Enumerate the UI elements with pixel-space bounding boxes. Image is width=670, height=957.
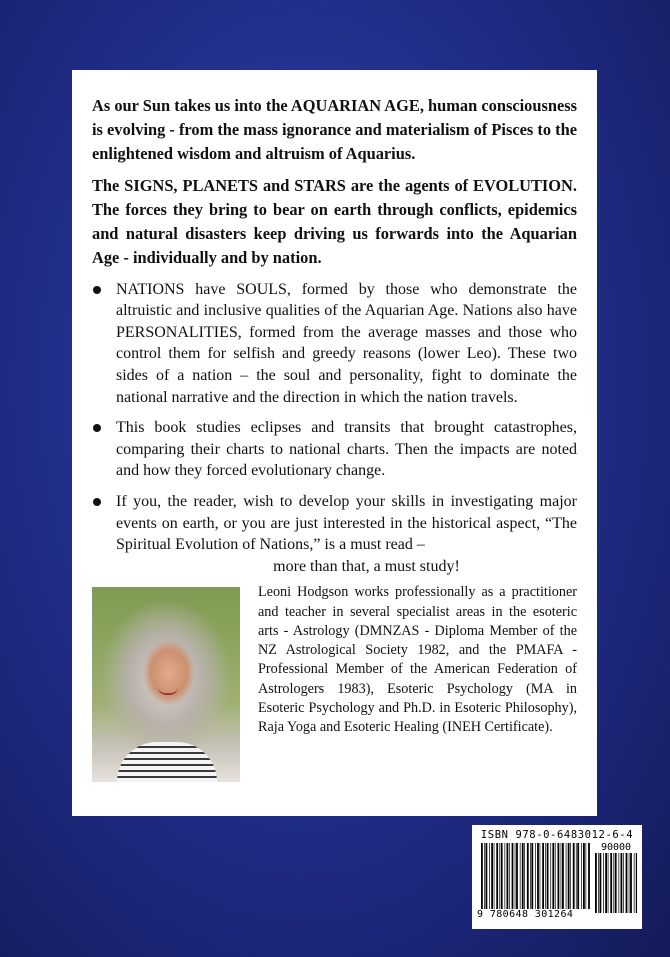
bullet-dot-icon [93, 286, 101, 294]
barcode-bar [507, 843, 509, 913]
barcode-bar [520, 843, 521, 913]
barcode-bar [603, 853, 604, 913]
bullet-dot-icon [93, 424, 101, 432]
barcode-bar [545, 843, 546, 913]
barcode-bar [515, 843, 516, 913]
author-photo [92, 587, 240, 782]
barcode-bar [583, 843, 585, 913]
barcode-bar [573, 843, 575, 913]
barcode-bar [566, 843, 567, 913]
barcode-bar [588, 843, 590, 913]
barcode-bar [550, 843, 551, 913]
barcode-bar [629, 853, 630, 913]
barcode-bar [552, 843, 554, 913]
barcode-bar [499, 843, 500, 913]
barcode-bar [634, 853, 635, 913]
barcode-bar [561, 843, 562, 913]
barcode-bar [615, 853, 617, 913]
barcode-bar [491, 843, 493, 913]
barcode-bar [626, 853, 628, 913]
barcode-bar [489, 843, 490, 913]
bullet-text-last-line: more than that, a must study! [273, 557, 460, 575]
barcode-bar [527, 843, 529, 913]
author-bio: Leoni Hodgson works professionally as a practitioner and teacher in several specialist areas in the esoteric arts - Astrology (DMNZAS - Diploma Member of the NZ Astrological Society 1982, and the PMAFA - Professional Member of the American Federation of Astrologers 1983), Esoteric Psychology (MA in Esoteric Psychology and Ph.D. in Esoteric Philosophy), Raja Yoga and Esoteric Healing (INEH Certificate). [258, 584, 577, 736]
barcode-bar [586, 843, 587, 913]
barcode-bar [535, 843, 536, 913]
barcode-bar [522, 843, 524, 913]
ean-barcode-graphic [481, 843, 591, 913]
barcode-bar [516, 843, 518, 913]
barcode-bar [562, 843, 564, 913]
barcode-bar [570, 843, 571, 913]
barcode-bar [619, 853, 620, 913]
barcode-bar [621, 853, 623, 913]
back-cover-text-panel [72, 70, 597, 816]
author-section [92, 581, 577, 737]
barcode-bar [542, 843, 544, 913]
bullet-dot-icon [93, 498, 101, 506]
barcode-bar [486, 843, 488, 913]
barcode-bar [608, 853, 609, 913]
barcode-bar [598, 853, 599, 913]
intro-paragraph-aquarian-age: As our Sun takes us into the AQUARIAN AGE, human consciousness is evolving - from the mass ignorance and materialism of Pisces to the enlightened wisdom and altruism of Aquarius. [92, 96, 577, 163]
barcode-bar [600, 853, 602, 913]
barcode-bars [477, 843, 637, 919]
barcode-bar [558, 843, 560, 913]
bullet-text: NATIONS have SOULS, formed by those who demonstrate the altruistic and inclusive qualities of the Aquarian Age. Nations also have PERSONALITIES, formed from the average masses and those who control them for selfish and greedy reasons (lower Leo). These two sides of a nation – the soul and personality, fight to dominate the national narrative and the direction in which the nation travels. [116, 280, 577, 406]
barcode-bar [555, 843, 556, 913]
barcode-bar [505, 843, 506, 913]
bullet-eclipses-transits [92, 417, 577, 482]
barcode-bar [481, 843, 483, 913]
barcode-bar [595, 853, 597, 913]
barcode-bar [636, 853, 637, 913]
barcode-bar [576, 843, 577, 913]
barcode-bar [496, 843, 498, 913]
addon-number: 90000 [600, 842, 632, 853]
bullet-must-read [92, 491, 577, 577]
barcode-bar [484, 843, 485, 913]
barcode-bar [537, 843, 539, 913]
barcode-bar [610, 853, 612, 913]
barcode-bar [605, 853, 607, 913]
barcode-bar [531, 843, 533, 913]
addon-barcode-graphic [595, 853, 637, 913]
barcode-bar [568, 843, 570, 913]
barcode-bar [530, 843, 531, 913]
barcode-bar [581, 843, 582, 913]
bullet-text: This book studies eclipses and transits that brought catastrophes, comparing their charts to national charts. Then the impacts are noted and how they forced evolutionary change. [116, 419, 577, 480]
bullet-text: If you, the reader, wish to develop your skills in investigating major events on earth, or you are just interested in the historical aspect, “The Spiritual Evolution of Nations,” is a must read – [116, 492, 577, 554]
barcode-bar [623, 853, 624, 913]
barcode-bar [512, 843, 514, 913]
barcode-bar [630, 853, 632, 913]
barcode-bar [547, 843, 549, 913]
isbn-barcode [472, 825, 642, 929]
barcode-bar [524, 843, 525, 913]
ean-number: 9 780648 301264 [477, 909, 595, 920]
feature-bullet-list [92, 279, 577, 578]
photo-striped-shirt [117, 742, 217, 782]
barcode-bar [494, 843, 495, 913]
barcode-bar [509, 843, 510, 913]
barcode-bar [501, 843, 503, 913]
barcode-bar [577, 843, 579, 913]
intro-paragraph-agents-of-evolution: The SIGNS, PLANETS and STARS are the agents of EVOLUTION. The forces they bring to bear on earth through conflicts, epidemics and natural disasters keep driving us forwards into the Aquarian Age - individually and by nation. [92, 176, 577, 267]
bullet-nations-souls [92, 279, 577, 409]
barcode-bar [540, 843, 541, 913]
isbn-text: ISBN 978-0-6483012-6-4 [480, 829, 634, 841]
barcode-bar [613, 853, 614, 913]
photo-smile [158, 687, 178, 695]
